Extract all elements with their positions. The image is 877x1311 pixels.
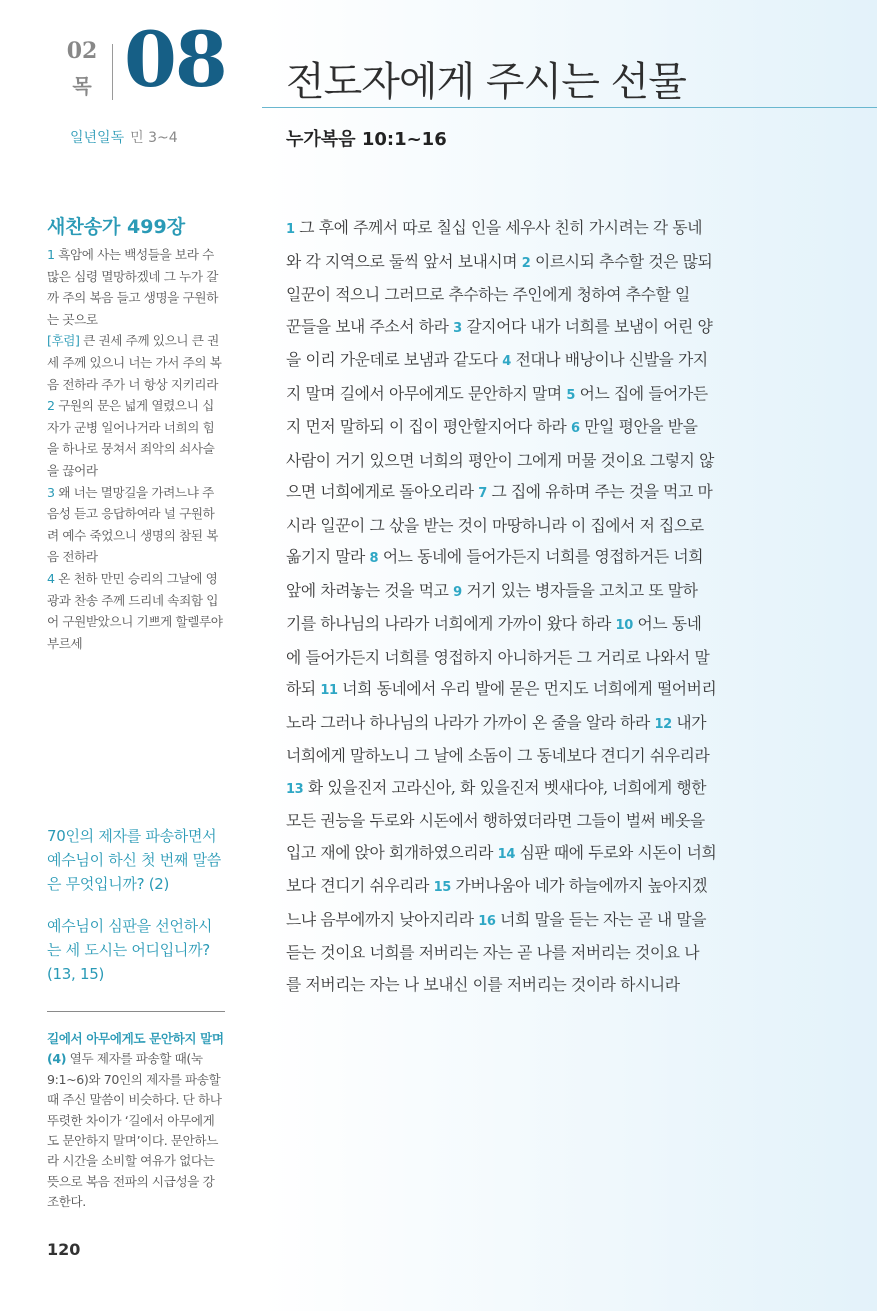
passage-reference: 누가복음 10:1~16 bbox=[286, 129, 447, 150]
passage-line bbox=[286, 279, 786, 311]
passage-line bbox=[286, 904, 786, 938]
passage-line bbox=[286, 411, 786, 445]
daily-reading bbox=[70, 127, 178, 147]
passage-line bbox=[286, 740, 786, 772]
hymn-chorus-label: [후렴] bbox=[47, 333, 80, 349]
sidebar-divider bbox=[47, 1011, 225, 1012]
hymn-chorus bbox=[47, 330, 225, 395]
daily-reading-ref: 민 3~4 bbox=[130, 130, 178, 146]
verse-text: 으면 너희에게로 돌아오리라 bbox=[286, 482, 479, 501]
verse-text: 만일 평안을 받을 bbox=[579, 417, 698, 436]
verse-text: 거기 있는 병자들을 고치고 또 말하 bbox=[461, 580, 698, 600]
verse-number: 3 bbox=[453, 320, 462, 336]
verse-text: 내가 bbox=[671, 712, 707, 732]
verse-number: 16 bbox=[478, 913, 496, 929]
verse-number: 10 bbox=[615, 618, 633, 633]
month-number: 02 bbox=[66, 38, 98, 64]
question-2: 예수님이 심판을 선언하시는 세 도시는 어디입니까? (13, 15) bbox=[47, 917, 213, 983]
hymn-verse-number: 4 bbox=[47, 570, 55, 586]
verse-text: 시라 일꾼이 그 삯을 받는 것이 마땅하니라 이 집에서 저 집으로 bbox=[286, 515, 704, 535]
hymn-verse-text: 온 천하 만민 승리의 그날에 영광과 찬송 주께 드리네 속죄함 입어 구원받았으니 기쁘게 할렐루야 부르세 bbox=[47, 570, 223, 651]
verse-number: 8 bbox=[369, 551, 379, 566]
verse-text: 그 후에 주께서 따로 칠십 인을 세우사 친히 가시려는 각 동네 bbox=[294, 218, 703, 237]
verse-text: 너희 말을 듣는 자는 곧 내 말을 bbox=[495, 909, 707, 929]
verse-text: 일꾼이 적으니 그러므로 추수하는 주인에게 청하여 추수할 일 bbox=[286, 285, 690, 304]
passage-line bbox=[286, 575, 786, 609]
verse-text: 갈지어다 내가 너희를 보냄이 어린 양 bbox=[461, 316, 713, 336]
passage-line bbox=[286, 673, 786, 707]
hymn-title: 새찬송가 499장 bbox=[47, 216, 186, 238]
hymn-verse-number: 1 bbox=[47, 247, 55, 262]
verse-text: 화 있을진저 고라신아, 화 있을진저 벳새다야, 너희에게 행한 bbox=[303, 777, 707, 797]
verse-text: 옮기지 말라 bbox=[286, 547, 370, 566]
title-underline bbox=[262, 107, 877, 108]
passage-line bbox=[286, 378, 786, 412]
hymn-verse bbox=[47, 482, 225, 568]
passage-line bbox=[286, 445, 786, 477]
verse-text: 기를 하나님의 나라가 너희에게 가까이 왔다 하라 bbox=[286, 614, 616, 633]
passage-line bbox=[286, 246, 786, 280]
hymn-verse-number: 3 bbox=[47, 484, 55, 500]
hymn-verse-text: 흑암에 사는 백성들을 보라 수많은 심령 멸망하겠네 그 누가 갈까 주의 복음 들고 생명을 구원하는 곳으로 bbox=[47, 247, 218, 327]
verse-number: 15 bbox=[433, 880, 451, 895]
hymn-verse bbox=[47, 244, 225, 330]
note-highlight: 길에서 아무에게도 문안하지 말며(4) bbox=[47, 1031, 224, 1067]
verse-text: 꾼들을 보내 주소서 하라 bbox=[286, 316, 454, 336]
hymn-verse-text: 큰 권세 주께 있으니 큰 권세 주께 있으니 너는 가서 주의 복음 전하라 주가 너 항상 지키리라 bbox=[47, 333, 222, 392]
commentary-note bbox=[47, 1029, 225, 1213]
passage-line bbox=[286, 772, 786, 806]
hymn-verse-text: 왜 너는 멸망길을 가려느냐 주 음성 듣고 응답하여라 널 구원하려 예수 죽었으니 생명의 참된 복음 전하라 bbox=[47, 484, 218, 565]
day-number: 08 bbox=[124, 15, 226, 104]
verse-text: 와 각 지역으로 둘씩 앞서 보내시며 bbox=[286, 251, 522, 271]
verse-text: 너희에게 말하노니 그 날에 소돔이 그 동네보다 견디기 쉬우리라 bbox=[286, 746, 710, 765]
verse-text: 앞에 차려놓는 것을 먹고 bbox=[286, 580, 454, 600]
verse-number: 11 bbox=[320, 683, 338, 698]
passage-line bbox=[286, 311, 786, 345]
hymn-verse bbox=[47, 395, 225, 481]
verse-text: 너희 동네에서 우리 발에 묻은 먼지도 너희에게 떨어버리 bbox=[337, 679, 717, 698]
weekday-label: 목 bbox=[72, 74, 92, 98]
passage-line bbox=[286, 805, 786, 837]
passage-line bbox=[286, 510, 786, 542]
verse-number: 4 bbox=[502, 354, 511, 369]
passage-line bbox=[286, 642, 786, 674]
verse-text: 심판 때에 두로와 시돈이 너희 bbox=[514, 842, 717, 862]
note-text: 열두 제자를 파송할 때(눅 9:1~6)와 70인의 제자를 파송할 때 주신 말씀이 비슷하다. 단 하나 뚜렷한 차이가 ‘길에서 아무에게도 문안하지 말며’이다. 문안하느라 시간을 소비할 여유가 없다는 뜻으로 복음 전파의 시급성을 강조한다. bbox=[47, 1051, 222, 1210]
verse-number: 7 bbox=[478, 486, 487, 501]
hymn-lyrics bbox=[47, 244, 225, 654]
verse-text: 어느 동네에 들어가든지 너희를 영접하거든 너희 bbox=[378, 547, 704, 566]
page-number: 120 bbox=[47, 1240, 81, 1259]
verse-text: 에 들어가든지 너희를 영접하지 아니하거든 그 거리로 나와서 말 bbox=[286, 647, 710, 667]
verse-number: 14 bbox=[497, 846, 515, 862]
verse-text: 듣는 것이요 너희를 저버리는 자는 곧 나를 저버리는 것이요 나 bbox=[286, 943, 700, 962]
hymn-verse-number: 2 bbox=[47, 398, 55, 414]
passage-line bbox=[286, 476, 786, 510]
verse-text: 이르시되 추수할 것은 많되 bbox=[530, 251, 713, 271]
page-title: 전도자에게 주시는 선물 bbox=[286, 59, 686, 105]
passage-line bbox=[286, 608, 786, 642]
verse-text: 모든 권능을 두로와 시돈에서 행하였더라면 그들이 벌써 베옷을 bbox=[286, 811, 705, 830]
passage-line bbox=[286, 969, 786, 1001]
verse-text: 하되 bbox=[286, 679, 321, 698]
hymn-verse bbox=[47, 568, 225, 654]
verse-text: 입고 재에 앉아 회개하였으리라 bbox=[286, 842, 498, 862]
verse-number: 1 bbox=[286, 222, 295, 237]
verse-text: 보다 견디기 쉬우리라 bbox=[286, 876, 434, 895]
verse-text: 를 저버리는 자는 나 보내신 이를 저버리는 것이라 하시니라 bbox=[286, 974, 680, 994]
question-1: 70인의 제자를 파송하면서 예수님이 하신 첫 번째 말씀은 무엇입니까? (2) bbox=[47, 827, 221, 893]
verse-text: 노라 그러나 하나님의 나라가 가까이 온 줄을 알라 하라 bbox=[286, 712, 655, 732]
header-divider bbox=[112, 44, 113, 100]
verse-text: 사람이 거기 있으면 너희의 평안이 그에게 머물 것이요 그렇지 않 bbox=[286, 450, 714, 470]
verse-number: 13 bbox=[286, 781, 304, 797]
passage-line bbox=[286, 837, 786, 871]
verse-number: 5 bbox=[566, 387, 576, 403]
passage-line bbox=[286, 870, 786, 904]
verse-text: 그 집에 유하며 주는 것을 먹고 마 bbox=[486, 482, 713, 501]
verse-text: 가버나움아 네가 하늘에까지 높아지겠 bbox=[450, 876, 708, 895]
passage-line bbox=[286, 212, 786, 246]
passage-line bbox=[286, 541, 786, 575]
verse-text: 어느 동네 bbox=[632, 614, 702, 633]
passage-line bbox=[286, 344, 786, 378]
scripture-passage bbox=[286, 212, 786, 1000]
verse-text: 지 말며 길에서 아무에게도 문안하지 말며 bbox=[286, 383, 567, 403]
verse-number: 2 bbox=[521, 255, 531, 271]
verse-text: 어느 집에 들어가든 bbox=[575, 383, 708, 403]
passage-line bbox=[286, 707, 786, 741]
hymn-verse-text: 구원의 문은 넓게 열렸으니 십자가 군병 일어나거라 너희의 힘을 하나로 뭉쳐서 죄악의 쇠사슬을 끊어라 bbox=[47, 398, 215, 478]
verse-text: 지 먼저 말하되 이 집이 평안할지어다 하라 bbox=[286, 417, 571, 436]
passage-line bbox=[286, 937, 786, 969]
verse-text: 느냐 음부에까지 낮아지리라 bbox=[286, 909, 479, 929]
verse-number: 6 bbox=[570, 421, 580, 436]
verse-number: 9 bbox=[453, 584, 462, 600]
daily-reading-label: 일년일독 bbox=[70, 130, 125, 146]
verse-number: 12 bbox=[654, 716, 672, 732]
verse-text: 전대나 배낭이나 신발을 가지 bbox=[510, 350, 708, 369]
verse-text: 을 이리 가운데로 보냄과 같도다 bbox=[286, 350, 503, 369]
